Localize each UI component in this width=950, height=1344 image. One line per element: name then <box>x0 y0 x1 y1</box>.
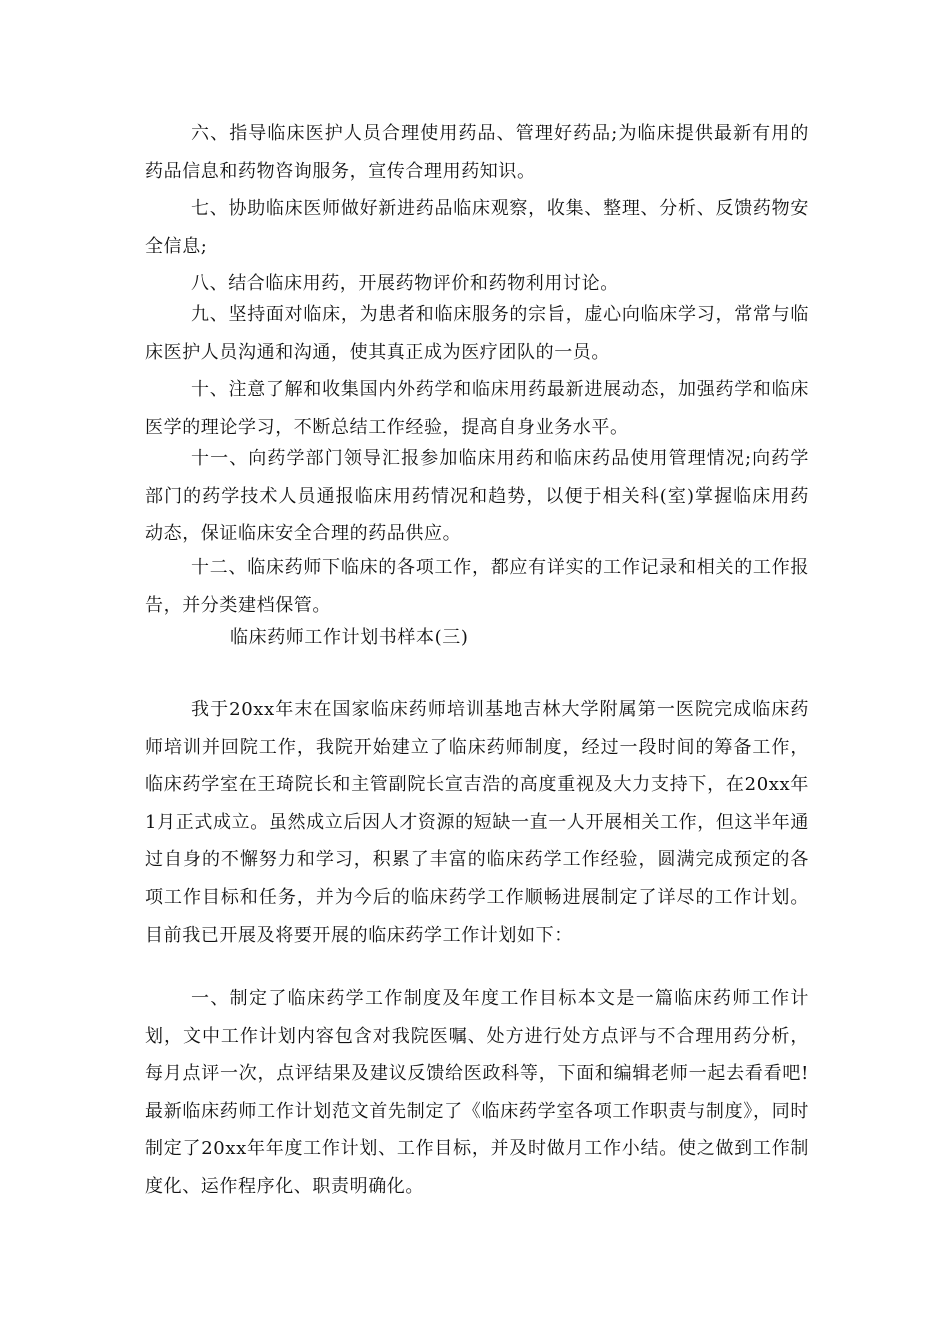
plan-item-1-paragraph: 一、制定了临床药学工作制度及年度工作目标本文是一篇临床药师工作计划，文中工作计划内容包含对我院医嘱、处方进行处方点评与不合理用药分析，每月点评一次，点评结果及建议反馈给医政科等，下面和编辑老师一起去看看吧!最新临床药师工作计划范文首先制定了《临床药学室各项工作职责与制度》，同时制定了20xx年年度工作计划、工作目标，并及时做月工作小结。使之做到工作制度化、运作程序化、职责明确化。 <box>145 988 809 1197</box>
intro-paragraph: 我于20xx年末在国家临床药师培训基地吉林大学附属第一医院完成临床药师培训并回院工作，我院开始建立了临床药师制度，经过一段时间的筹备工作，临床药学室在王琦院长和主管副院长宣吉浩的高度重视及大力支持下，在20xx年1月正式成立。虽然成立后因人才资源的短缺一直一人开展相关工作，但这半年通过自身的不懈努力和学习，积累了丰富的临床药学工作经验，圆满完成预定的各项工作目标和任务，并为今后的临床药学工作顺畅进展制定了详尽的工作计划。目前我已开展及将要开展的临床药学工作计划如下： <box>145 699 809 946</box>
section-title: 临床药师工作计划书样本(三) <box>230 627 469 648</box>
paragraph-item-6: 六、指导临床医护人员合理使用药品、管理好药品;为临床提供最新有用的药品信息和药物咨询服务，宣传合理用药知识。 <box>145 123 809 182</box>
paragraph-item-7: 七、协助临床医师做好新进药品临床观察，收集、整理、分析、反馈药物安全信息; <box>145 198 809 257</box>
paragraph-item-10: 十、注意了解和收集国内外药学和临床用药最新进展动态，加强药学和临床医学的理论学习，不断总结工作经验，提高自身业务水平。 <box>145 379 809 438</box>
paragraph-item-11: 十一、向药学部门领导汇报参加临床用药和临床药品使用管理情况;向药学部门的药学技术人员通报临床用药情况和趋势，以便于相关科(室)掌握临床用药动态，保证临床安全合理的药品供应。 <box>145 448 809 545</box>
paragraph-item-8: 八、结合临床用药，开展药物评价和药物利用讨论。 <box>191 273 619 294</box>
paragraph-item-9: 九、坚持面对临床，为患者和临床服务的宗旨，虚心向临床学习，常常与临床医护人员沟通和沟通，使其真正成为医疗团队的一员。 <box>145 304 809 363</box>
paragraph-item-12: 十二、临床药师下临床的各项工作，都应有详实的工作记录和相关的工作报告，并分类建档保管。 <box>145 557 809 616</box>
